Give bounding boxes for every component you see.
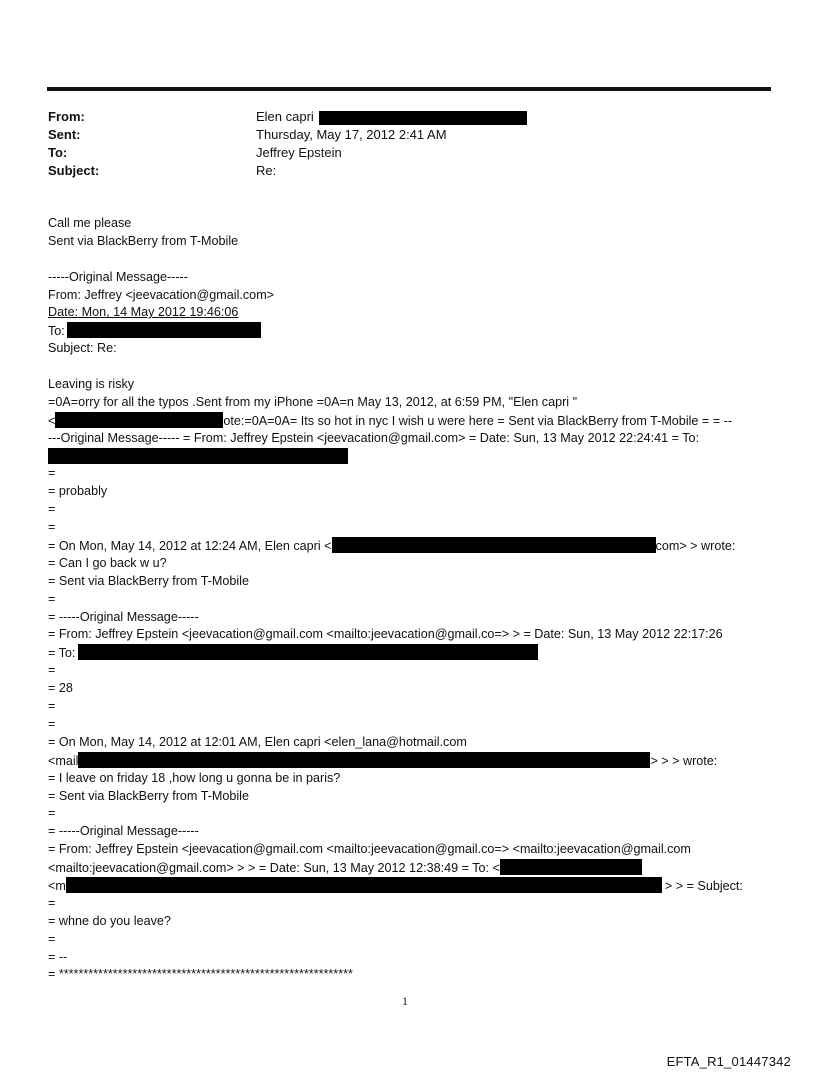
subject-row	[48, 162, 527, 180]
body-line	[48, 448, 770, 466]
from-label: From:	[48, 109, 85, 124]
redaction-block	[78, 752, 650, 768]
body-line: =0A=orry for all the typos .Sent from my iPhone =0A=n May 13, 2012, at 6:59 PM, "Elen capri "	[48, 394, 578, 409]
body-line: = Sent via BlackBerry from T-Mobile	[48, 573, 249, 588]
body-line	[48, 752, 770, 770]
body-line: Date: Mon, 14 May 2012 19:46:06	[48, 305, 239, 320]
body-line: Call me please	[48, 216, 132, 230]
redaction-block	[55, 412, 223, 428]
body-line: = ************************************************************	[48, 967, 353, 982]
body-line: =	[48, 591, 56, 606]
redaction-block	[66, 877, 662, 893]
body-line: = From: Jeffrey Epstein <jeevacation@gmail.com <mailto:jeevacation@gmail.co=> <mailto:jeevacation@gmail.com	[48, 842, 691, 857]
body-line	[48, 537, 770, 555]
page-number: 1	[402, 994, 408, 1008]
redaction-block	[319, 111, 527, 125]
body-line: = Can I go back w u?	[48, 555, 167, 570]
subject-value: Re:	[256, 163, 277, 178]
email-body	[48, 215, 770, 984]
to-text: = To:	[48, 646, 76, 661]
to-value: Jeffrey Epstein	[256, 145, 342, 160]
body-line: =	[48, 520, 56, 535]
body-line: From: Jeffrey <jeevacation@gmail.com>	[48, 287, 275, 302]
body-line: =	[48, 895, 56, 910]
to-row	[48, 144, 527, 162]
body-line: =	[48, 502, 56, 517]
blank-line	[48, 358, 770, 376]
body-line: =	[48, 663, 56, 678]
body-line	[48, 859, 770, 877]
to-label: To:	[48, 145, 68, 160]
line-text: <mailto:jeevacation@gmail.com> > > = Date: Sun, 13 May 2012 12:38:49 = To: <	[48, 861, 500, 876]
body-line: = I leave on friday 18 ,how long u gonna be in paris?	[48, 770, 341, 785]
from-row	[48, 108, 527, 126]
subject-label: Subject:	[48, 163, 100, 178]
body-line	[48, 644, 770, 662]
to-text: To:	[48, 324, 65, 339]
blank-line	[48, 251, 770, 269]
line-text: <mail	[48, 753, 79, 768]
body-line: =	[48, 931, 56, 946]
body-line: =	[48, 806, 56, 821]
line-text: <m	[48, 878, 66, 893]
redaction-block	[48, 448, 348, 464]
line-text: ote:=0A=0A= Its so hot in nyc I wish u were here = Sent via BlackBerry from T-Mobile = = --	[223, 413, 733, 428]
redaction-block	[332, 537, 656, 553]
body-line: =	[48, 699, 56, 714]
body-line: -----Original Message-----	[48, 269, 188, 284]
sent-row	[48, 126, 527, 144]
redaction-block	[500, 859, 642, 875]
redaction-block	[78, 644, 538, 660]
body-line: =	[48, 716, 56, 731]
line-text: <	[48, 413, 56, 428]
body-line	[48, 412, 770, 430]
body-line: Subject: Re:	[48, 341, 117, 356]
body-line: Sent via BlackBerry from T-Mobile	[48, 233, 239, 248]
document-id: EFTA_R1_01447342	[666, 1054, 791, 1069]
sent-value: Thursday, May 17, 2012 2:41 AM	[256, 127, 447, 142]
line-text: > > > wrote:	[650, 753, 718, 768]
body-line: = -----Original Message-----	[48, 824, 199, 839]
line-text: > > = Subject:	[664, 878, 743, 893]
body-line: Leaving is risky	[48, 377, 135, 392]
line-text: = On Mon, May 14, 2012 at 12:24 AM, Elen capri <	[48, 539, 332, 554]
body-line: = From: Jeffrey Epstein <jeevacation@gmail.com <mailto:jeevacation@gmail.co=> > = Date: Sun, 13 May 2012 22:17:26	[48, 627, 723, 642]
body-line: = Sent via BlackBerry from T-Mobile	[48, 788, 249, 803]
body-line: = -----Original Message-----	[48, 609, 199, 624]
body-line: = --	[48, 949, 68, 964]
from-name: Elen capri	[256, 109, 314, 124]
body-line	[48, 322, 770, 340]
sent-label: Sent:	[48, 127, 81, 142]
body-line	[48, 877, 770, 895]
body-line: = probably	[48, 484, 108, 499]
body-line: = whne do you leave?	[48, 913, 171, 928]
body-line: = 28	[48, 681, 73, 696]
email-header	[48, 108, 527, 180]
redaction-block	[67, 322, 261, 338]
line-text: com> > wrote:	[655, 539, 736, 554]
header-rule	[47, 87, 771, 91]
body-line: =	[48, 466, 56, 481]
body-line: ---Original Message----- = From: Jeffrey Epstein <jeevacation@gmail.com> = Date: Sun, 13 May 2012 22:24:41 = To:	[48, 430, 700, 445]
body-line: = On Mon, May 14, 2012 at 12:01 AM, Elen capri <elen_lana@hotmail.com	[48, 734, 467, 749]
from-value	[256, 108, 527, 126]
